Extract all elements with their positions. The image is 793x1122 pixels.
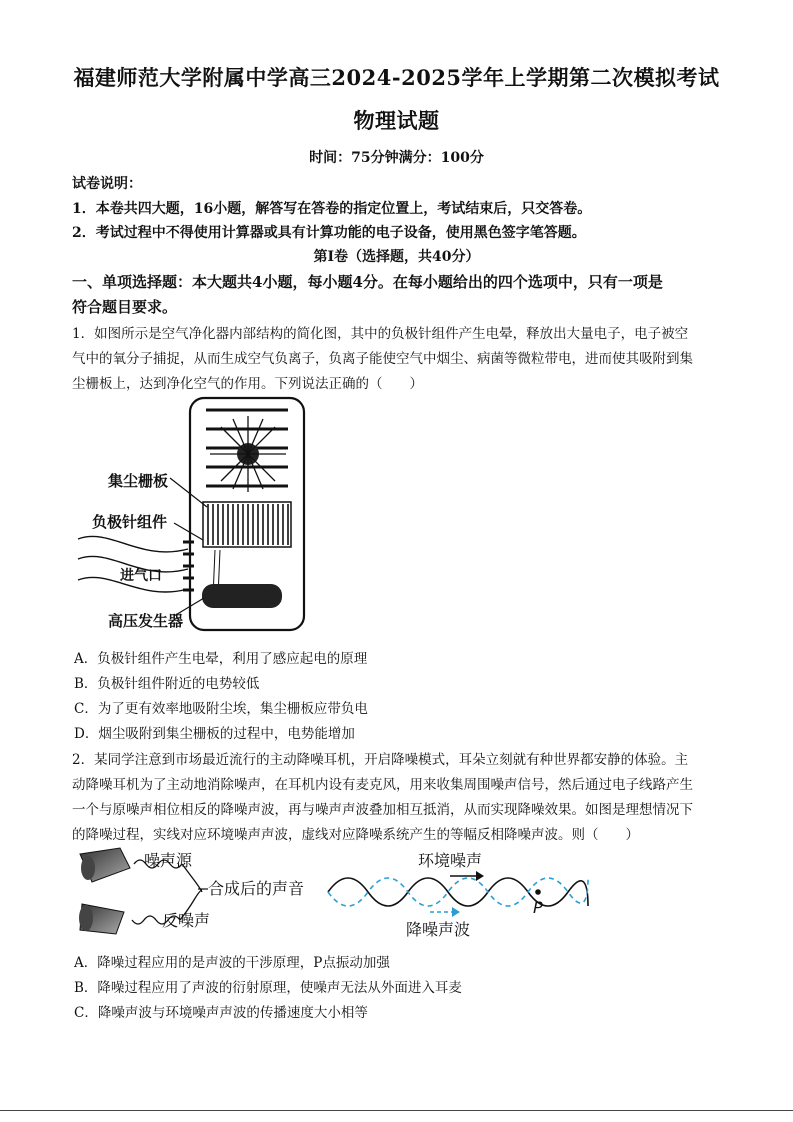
speaker-icon: [80, 848, 130, 882]
q2-stem-line: 动降噪耳机为了主动地消除噪声，在耳机内设有麦克风，用来收集周围噪声信号，然后通过电子线路产生: [72, 777, 693, 793]
label-point-p: P: [533, 898, 543, 917]
q2-stem-line: 的降噪过程，实线对应环境噪声声波，虚线对应降噪系统产生的等幅反相降噪声波。则（ ）: [72, 827, 639, 843]
label-combined-sound: 合成后的声音: [208, 879, 305, 898]
q1-stem-line: 尘栅板上，达到净化空气的作用。下列说法正确的（ ）: [72, 376, 423, 392]
label-cancel-wave: 降噪声波: [406, 920, 471, 939]
q1-option-d: D．烟尘吸附到集尘栅板的过程中，电势能增加: [74, 726, 355, 742]
noise-cancel-figure: [72, 842, 602, 942]
air-purifier-figure: [70, 392, 340, 637]
label-anti-noise: 反噪声: [162, 911, 211, 930]
section1-heading-cont: 符合题目要求。: [72, 298, 178, 316]
q1-option-a: A．负极针组件产生电晕，利用了感应起电的原理: [74, 651, 368, 667]
q2-option-b: B．降噪过程应用了声波的衍射原理，使噪声无法从外面进入耳麦: [74, 980, 462, 996]
instructions-heading: 试卷说明：: [72, 176, 142, 192]
instruction-item: 2．考试过程中不得使用计算器或具有计算功能的电子设备，使用黑色签字笔答题。: [72, 225, 586, 241]
label-inlet: 进气口: [120, 568, 162, 584]
part1-title: 第Ⅰ卷（选择题，共40分）: [313, 249, 480, 265]
q2-stem-line: 一个与原噪声相位相反的降噪声波，再与噪声声波叠加相互抵消，从而实现降噪效果。如图是理想情况下: [72, 802, 693, 818]
label-hv-generator: 高压发生器: [108, 612, 184, 630]
q1-stem-line: 1．如图所示是空气净化器内部结构的简化图，其中的负极针组件产生电晕，释放出大量电子，电子被空: [72, 326, 689, 342]
label-dust-plate: 集尘栅板: [108, 472, 169, 490]
q2-option-a: A．降噪过程应用的是声波的干涉原理，P点振动加强: [74, 955, 390, 971]
label-neg-needle: 负极针组件: [92, 513, 168, 531]
q2-stem-line: 2．某同学注意到市场最近流行的主动降噪耳机，开启降噪模式，耳朵立刻就有种世界都安静的体验。主: [72, 752, 689, 768]
q1-stem-line: 气中的氧分子捕捉，从而生成空气负离子，负离子能使空气中烟尘、病菌等微粒带电，进而使其吸附到集: [72, 351, 693, 367]
q1-option-b: B．负极针组件附近的电势较低: [74, 676, 260, 692]
speaker-icon: [79, 904, 124, 934]
page-bottom-rule: [0, 1110, 793, 1111]
q2-option-c: C．降噪声波与环境噪声声波的传播速度大小相等: [74, 1005, 368, 1021]
instruction-item: 1．本卷共四大题，16小题，解答写在答卷的指定位置上，考试结束后，只交答卷。: [72, 201, 592, 217]
exam-subject: 物理试题: [353, 108, 440, 133]
q1-option-c: C．为了更有效率地吸附尘埃，集尘栅板应带负电: [74, 701, 368, 717]
label-env-noise: 环境噪声: [418, 851, 483, 870]
section1-heading: 一、单项选择题：本大题共4小题，每小题4分。在每小题给出的四个选项中，只有一项是: [72, 273, 663, 291]
time-info: 时间：75分钟满分：100分: [309, 150, 484, 166]
label-noise-source: 噪声源: [144, 851, 193, 870]
exam-title: 福建师范大学附属中学高三2024-2025学年上学期第二次模拟考试: [73, 65, 720, 90]
